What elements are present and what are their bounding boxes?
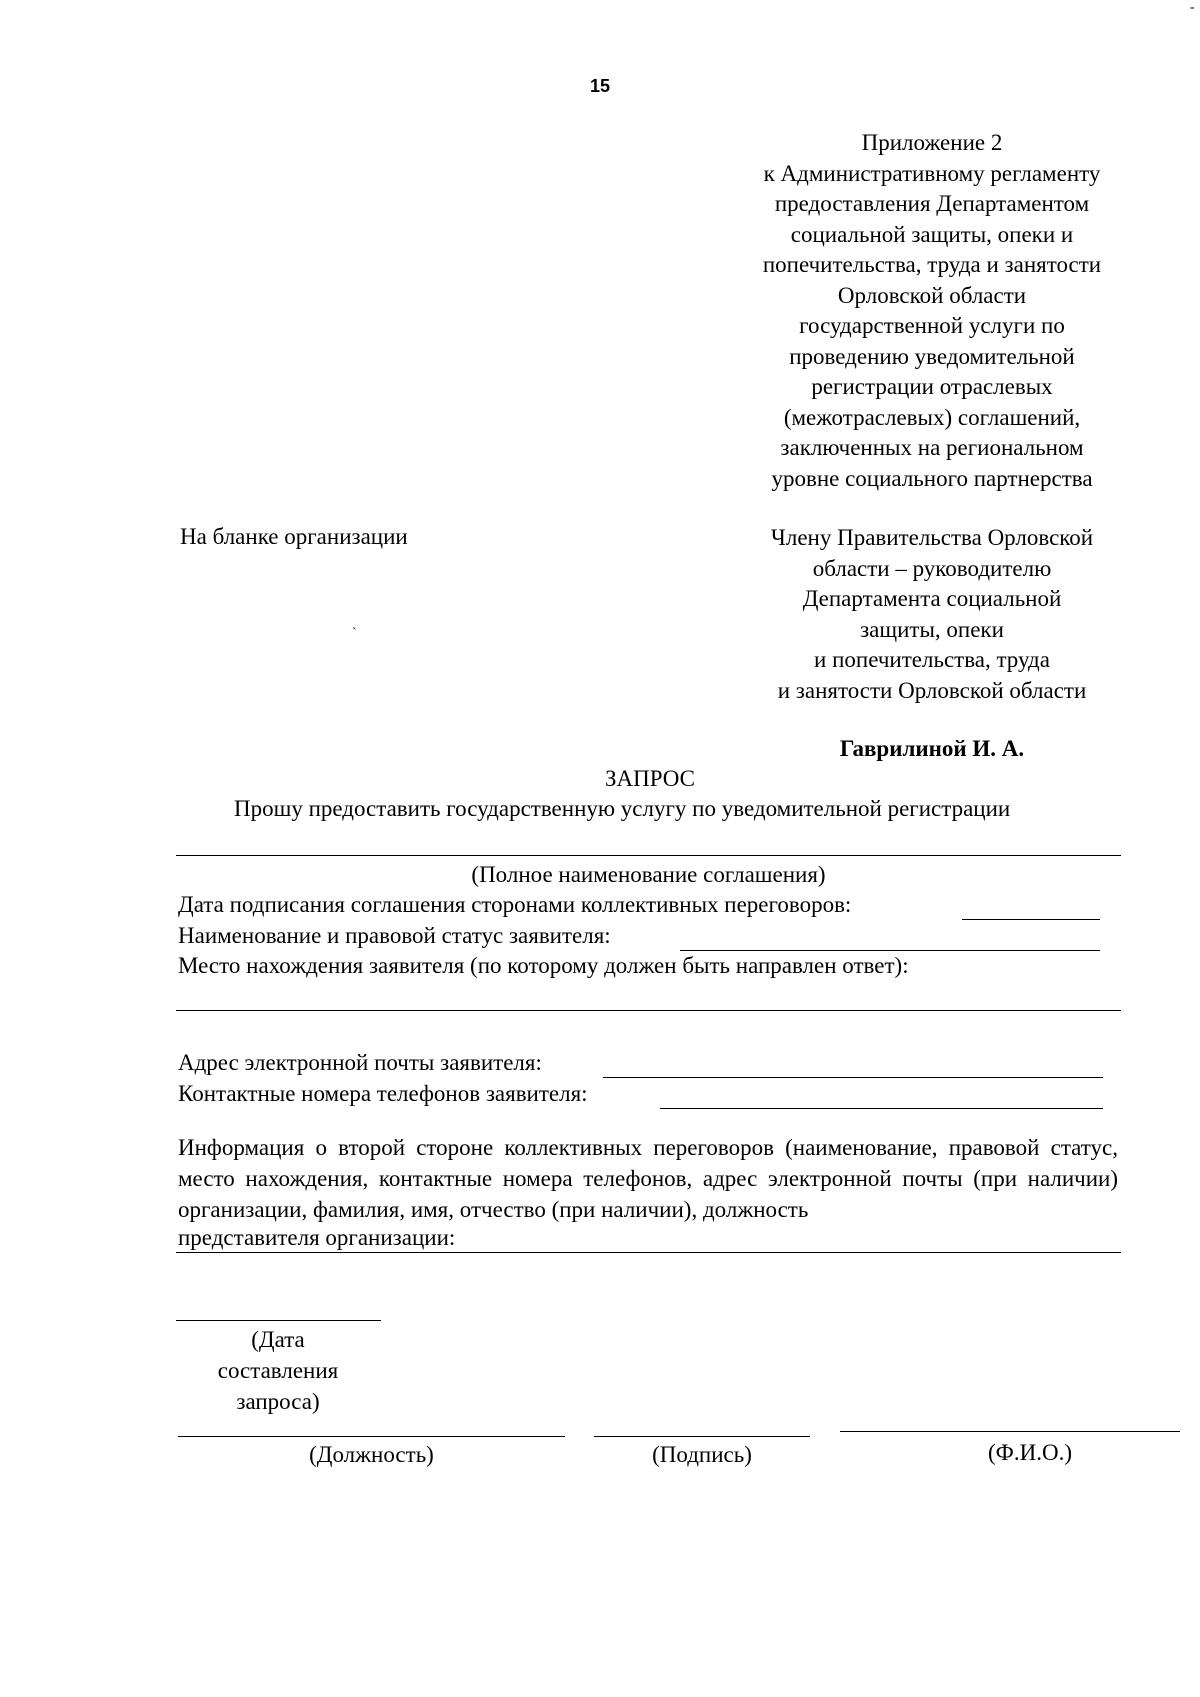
addressee-line: Члену Правительства Орловской <box>770 525 1094 550</box>
appendix-line: уровне социального партнерства <box>771 465 1093 491</box>
request-date-caption-line: запроса) <box>236 1389 320 1414</box>
applicant-name-line[interactable] <box>680 950 1100 951</box>
second-party-info-last-line: представителя организации: <box>178 1225 456 1250</box>
second-party-info-line[interactable] <box>176 1252 1121 1253</box>
letterhead-note: На бланке организации <box>180 524 408 549</box>
appendix-line: попечительства, труда и занятости <box>762 252 1102 277</box>
request-date-line[interactable] <box>176 1320 381 1321</box>
document-title: ЗАПРОС <box>604 766 696 791</box>
phones-line[interactable] <box>660 1108 1103 1109</box>
signature-caption: (Подпись) <box>652 1442 752 1467</box>
agreement-name-line[interactable] <box>176 855 1121 856</box>
request-date-caption-line: составления <box>217 1358 339 1383</box>
full-name-line[interactable] <box>840 1431 1180 1432</box>
request-date-caption <box>178 1324 378 1417</box>
appendix-line: (межотраслевых) соглашений, <box>783 404 1081 430</box>
request-date-caption-line: (Дата <box>251 1327 305 1352</box>
appendix-line: регистрации отраслевых <box>811 374 1053 399</box>
email-line[interactable] <box>603 1077 1103 1078</box>
scan-mark: ` <box>352 626 357 641</box>
addressee-line: и занятости Орловской области <box>777 677 1087 703</box>
applicant-location-line[interactable] <box>176 1010 1121 1011</box>
request-text: Прошу предоставить государственную услугу по уведомительной регистрации <box>234 796 1011 821</box>
agreement-caption: (Полное наименование соглашения) <box>471 862 826 887</box>
signing-date-label: Дата подписания соглашения сторонами коллективных переговоров: <box>178 892 852 917</box>
appendix-line: Орловской области <box>837 282 1027 308</box>
email-label: Адрес электронной почты заявителя: <box>178 1050 542 1075</box>
appendix-line: к Административному регламенту <box>763 160 1101 186</box>
phones-label: Контактные номера телефонов заявителя: <box>178 1081 588 1106</box>
addressee-line: защиты, опеки <box>860 616 1004 642</box>
applicant-name-label: Наименование и правовой статус заявителя: <box>178 923 611 948</box>
position-caption: (Должность) <box>309 1442 434 1467</box>
appendix-line: Приложение 2 <box>861 130 1003 155</box>
position-line[interactable] <box>178 1436 565 1437</box>
second-party-info: Информация о второй стороне коллективных переговоров (наименование, правовой статус, место нахождения, контактные номера телефонов, адрес электронной почты (при наличии) организации, фамилия, имя, отчество (при наличии), должность <box>178 1135 1118 1222</box>
appendix-line: заключенных на региональном <box>780 435 1084 460</box>
full-name-caption: (Ф.И.О.) <box>988 1440 1072 1465</box>
appendix-line: государственной услуги по <box>799 313 1065 338</box>
addressee-name: Гаврилиной И. А. <box>839 736 1025 761</box>
appendix-line: социальной защиты, опеки и <box>790 221 1074 247</box>
addressee-line: Департамента социальной <box>802 586 1062 611</box>
appendix-line: проведению уведомительной <box>789 343 1075 369</box>
addressee-block <box>712 523 1152 706</box>
page-number: 15 <box>589 76 611 96</box>
scan-mark: - <box>1190 0 1195 15</box>
appendix-line: предоставления Департаментом <box>774 191 1090 216</box>
signing-date-line[interactable] <box>962 919 1100 920</box>
appendix-header <box>712 128 1152 494</box>
signature-line[interactable] <box>594 1436 810 1437</box>
addressee-line: и попечительства, труда <box>814 647 1050 672</box>
addressee-line: области – руководителю <box>812 555 1052 581</box>
applicant-location-label: Место нахождения заявителя (по которому должен быть направлен ответ): <box>178 953 909 978</box>
